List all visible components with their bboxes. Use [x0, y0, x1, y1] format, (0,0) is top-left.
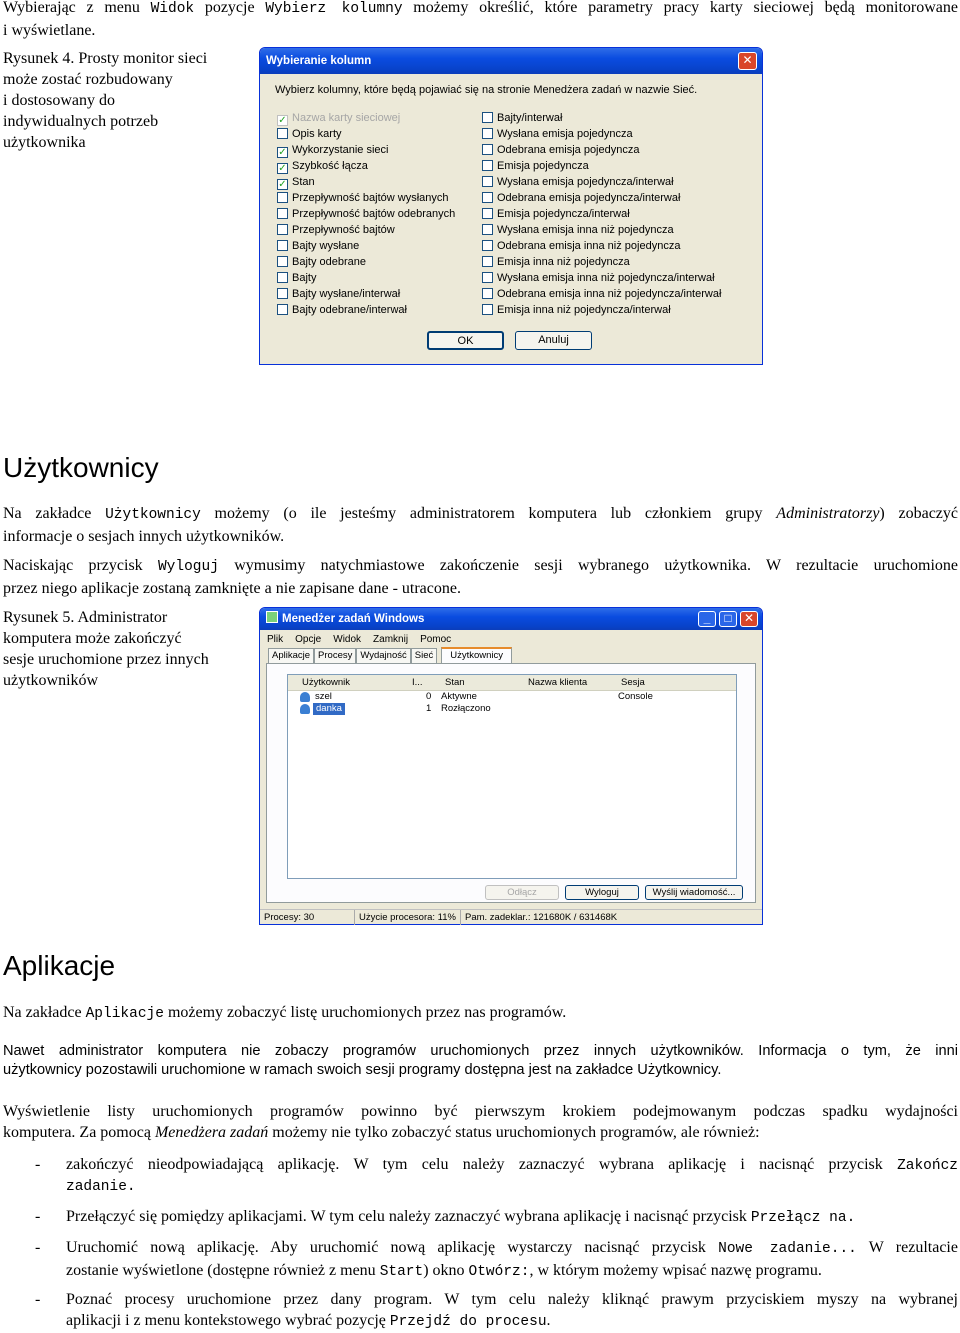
checkbox-empty-icon [482, 160, 493, 171]
column-checkbox[interactable] [277, 144, 388, 158]
tab-applications[interactable]: Aplikacje [268, 648, 314, 663]
checkbox-label: Bajty wysłane [292, 240, 360, 252]
checkbox-label: Stan [292, 176, 315, 188]
column-checkbox[interactable] [482, 112, 562, 126]
checkbox-label: Odebrana emisja inna niż pojedyncza [497, 240, 681, 252]
checkbox-empty-icon [482, 144, 493, 155]
column-checkbox[interactable] [277, 256, 366, 270]
checkbox-label: Bajty odebrane [292, 256, 366, 268]
checkbox-empty-icon [277, 240, 288, 251]
col-id[interactable]: I... [412, 677, 423, 688]
tab-strip [268, 647, 512, 663]
row-session: Console [618, 691, 653, 702]
tab-network[interactable]: Sieć [411, 648, 437, 663]
column-checkbox[interactable] [277, 128, 342, 142]
list-item: - Uruchomić nową aplikację. Aby uruchomić nową aplikację wystarczy nacisnąć przycisk Nowe zadanie... W rezultacie zostanie wyświetlone (dostępne również z menu Start) okno Otwórz:, w którym możemy wpisać nazwę programu. [35, 1239, 958, 1280]
user-icon [300, 704, 310, 714]
checkbox-label: Wysłana emisja pojedyncza [497, 128, 633, 140]
apps-paragraph-1: Na zakładce Aplikacje możemy zobaczyć listę uruchomionych przez nas programów. [3, 1004, 567, 1022]
checkbox-empty-icon [482, 256, 493, 267]
minimize-icon[interactable]: _ [698, 611, 716, 627]
status-bar [260, 909, 762, 925]
checkbox-empty-icon [482, 240, 493, 251]
user-icon [300, 692, 310, 702]
checkbox-empty-icon [482, 128, 493, 139]
dialog-title: Wybieranie kolumn [266, 55, 372, 67]
checkbox-empty-icon [277, 272, 288, 283]
tab-processes[interactable]: Procesy [314, 648, 356, 663]
checkmark-icon: ✓ [278, 163, 287, 174]
checkbox-label: Odebrana emisja inna niż pojedyncza/interwał [497, 288, 722, 300]
column-checkbox[interactable] [482, 256, 630, 270]
tab-users[interactable]: Użytkownicy [441, 647, 512, 663]
list-dash: - [35, 1239, 41, 1256]
column-checkbox[interactable] [482, 160, 589, 174]
checkbox-label: Bajty odebrane/interwał [292, 304, 407, 316]
checkbox-empty-icon [482, 272, 493, 283]
task-manager-app-icon [266, 611, 278, 623]
checkbox-empty-icon [482, 208, 493, 219]
checkbox-label: Odebrana emisja pojedyncza [497, 144, 640, 156]
column-checkbox[interactable] [277, 208, 455, 222]
row-id: 0 [426, 691, 432, 702]
logoff-button[interactable]: Wyloguj [565, 885, 639, 900]
column-checkbox[interactable] [482, 192, 680, 206]
menu-file[interactable]: Plik [267, 634, 284, 645]
checkbox-empty-icon [277, 304, 288, 315]
col-client[interactable]: Nazwa klienta [528, 677, 588, 688]
checkbox-label: Przepływność bajtów odebranych [292, 208, 456, 220]
column-checkbox[interactable] [277, 272, 316, 286]
users-list[interactable] [287, 674, 737, 879]
column-checkbox[interactable] [277, 288, 400, 302]
dialog-instruction: Wybierz kolumny, które będą pojawiać się na stronie Menedżera zadań w nazwie Sieć. [275, 84, 698, 96]
figure4-caption: Rysunek 4. Prosty monitor sieci może zostać rozbudowany i dostosowany do indywidualnych potrzeb użytkownika [3, 50, 208, 151]
status-cpu: Użycie procesora: 11% [354, 910, 456, 925]
apps-paragraph-3: Wyświetlenie listy uruchomionych programów powinno być pierwszym krokiem podejmowanym podczas spadku wydajności komputera. Za pomocą Menedżera zadań możemy nie tylko zobaczyć status uruchomionych programów, ale również: [3, 1103, 958, 1141]
row-id: 1 [426, 703, 432, 714]
row-user: szel [315, 691, 332, 702]
checkmark-icon: ✓ [278, 179, 287, 190]
status-processes: Procesy: 30 [264, 912, 315, 923]
checkbox-empty-icon [277, 208, 288, 219]
figure5-caption: Rysunek 5. Administrator komputera może zakończyć sesje uruchomione przez innych użytkowników [3, 609, 209, 689]
checkbox-label: Emisja pojedyncza [497, 160, 589, 172]
checkbox-label: Wysłana emisja pojedyncza/interwał [497, 176, 674, 188]
column-checkbox[interactable] [277, 192, 449, 206]
column-checkbox[interactable] [277, 224, 395, 238]
col-state[interactable]: Stan [445, 677, 465, 688]
checkbox-label: Przepływność bajtów wysłanych [292, 192, 449, 204]
menu-view[interactable]: Widok [333, 634, 362, 645]
table-row[interactable] [288, 691, 736, 703]
list-dash: - [35, 1291, 41, 1308]
maximize-icon[interactable]: □ [719, 611, 737, 627]
checkbox-empty-icon [277, 128, 288, 139]
disconnect-button[interactable]: Odłącz [485, 885, 559, 900]
tab-performance[interactable]: Wydajność [356, 648, 410, 663]
checkbox-label: Szybkość łącza [292, 160, 368, 172]
ok-button[interactable]: OK [427, 331, 504, 350]
list-dash: - [35, 1156, 41, 1173]
checkbox-label: Bajty wysłane/interwał [292, 288, 401, 300]
task-manager-window [259, 607, 763, 925]
close-icon[interactable]: ✕ [738, 52, 757, 70]
menu-shutdown[interactable]: Zamknij [373, 634, 409, 645]
apps-heading: Aplikacje [3, 950, 116, 981]
action-list [35, 1154, 958, 1331]
column-checkbox[interactable] [482, 272, 715, 286]
checkbox-empty-icon [482, 304, 493, 315]
checkmark-icon: ✓ [278, 115, 287, 126]
checkbox-label: Bajty/interwał [497, 112, 563, 124]
apps-paragraph-2: Nawet administrator komputera nie zobaczy programów uruchomionych przez innych użytkowników. Informacja o tym, że inni użytkownicy pozostawili uruchomione w ramach swoich sesji programy dostępna jest na zakładce Użytkownicy. [3, 1043, 958, 1078]
list-dash: - [35, 1208, 41, 1225]
column-checkbox[interactable] [482, 176, 674, 190]
row-state: Aktywne [441, 691, 477, 702]
menu-options[interactable]: Opcje [295, 634, 322, 645]
list-item: - zakończyć nieodpowiadającą aplikację. W tym celu należy zaznaczyć wybrana aplikację i nacisnąć przycisk Zakończ zadanie. [35, 1156, 958, 1195]
checkbox-label: Emisja inna niż pojedyncza [497, 256, 630, 268]
close-icon[interactable]: ✕ [740, 611, 758, 627]
checkbox-label: Opis karty [292, 128, 342, 140]
checkbox-label: Odebrana emisja pojedyncza/interwał [497, 192, 681, 204]
checkbox-label: Wysłana emisja inna niż pojedyncza [497, 224, 674, 236]
column-checkbox[interactable] [482, 288, 721, 302]
dialog-titlebar [260, 48, 762, 74]
checkmark-icon: ✓ [278, 147, 287, 158]
col-user[interactable]: Użytkownik [302, 677, 351, 688]
checkbox-empty-icon [277, 192, 288, 203]
checkbox-label: Bajty [292, 272, 317, 284]
table-row[interactable] [288, 703, 736, 715]
column-checkbox[interactable] [277, 240, 359, 254]
task-manager-titlebar [260, 608, 762, 630]
checkbox-empty-icon [482, 288, 493, 299]
users-heading: Użytkownicy [3, 452, 159, 483]
column-checkbox[interactable] [277, 160, 368, 174]
list-item: - Przełączyć się pomiędzy aplikacjami. W tym celu należy zaznaczyć wybrana aplikację i nacisnąć przycisk Przełącz na. [35, 1208, 856, 1226]
column-checkbox[interactable] [277, 304, 407, 318]
users-paragraph-1: Na zakładce Użytkownicy możemy (o ile jesteśmy administratorem komputera lub członkiem grupy Administratorzy) zobaczyć informacje o sesjach innych użytkowników. [3, 505, 958, 545]
checkbox-label: Przepływność bajtów [292, 224, 395, 236]
row-state: Rozłączono [441, 703, 491, 714]
column-checkbox[interactable] [482, 304, 671, 318]
users-paragraph-2: Naciskając przycisk Wyloguj wymusimy natychmiastowe zakończenie sesji wybranego użytkownika. W rezultacie uruchomione przez niego aplikacje zostaną zamknięte a nie zapisane dane - utracone. [3, 557, 959, 597]
users-tab-panel [266, 663, 756, 903]
checkbox-empty-icon [482, 224, 493, 235]
checkbox-empty-icon [482, 112, 493, 123]
column-checkbox[interactable] [482, 144, 639, 158]
users-list-header [288, 675, 736, 691]
column-checkbox[interactable] [482, 208, 630, 222]
choose-columns-dialog [259, 47, 763, 365]
list-item: - Poznać procesy uruchomione przez dany program. W tym celu należy kliknąć prawym przyciskiem myszy na wybranej aplikacji i z menu kontekstowego wybrać pozycję Przejdź do procesu. [35, 1291, 958, 1330]
column-checkbox[interactable] [482, 128, 633, 142]
column-checkbox[interactable] [482, 240, 680, 254]
row-user: danka [313, 703, 345, 715]
checkbox-label: Emisja pojedyncza/interwał [497, 208, 630, 220]
col-session[interactable]: Sesja [621, 677, 645, 688]
column-checkbox[interactable] [277, 112, 400, 126]
menu-help[interactable]: Pomoc [420, 634, 452, 645]
cancel-button[interactable]: Anuluj [515, 331, 592, 350]
column-checkbox[interactable] [482, 224, 674, 238]
checkbox-label: Nazwa karty sieciowej [292, 112, 401, 124]
checkbox-empty-icon [482, 192, 493, 203]
checkbox-empty-icon [277, 288, 288, 299]
checkbox-empty-icon [277, 256, 288, 267]
status-memory: Pam. zadeklar.: 121680K / 631468K [460, 910, 617, 925]
checkbox-label: Wykorzystanie sieci [292, 144, 389, 156]
checkbox-empty-icon [482, 176, 493, 187]
checkbox-label: Wysłana emisja inna niż pojedyncza/interwał [497, 272, 715, 284]
column-checkbox[interactable] [277, 176, 315, 190]
intro-paragraph: Wybierając z menu Widok pozycje Wybierz kolumny możemy określić, które parametry pracy karty sieciowej będą monitorowane i wyświetlane. [3, 0, 958, 39]
checkbox-label: Emisja inna niż pojedyncza/interwał [497, 304, 671, 316]
task-manager-title: Menedżer zadań Windows [282, 613, 425, 625]
checkbox-empty-icon [277, 224, 288, 235]
send-message-button[interactable]: Wyślij wiadomość... [645, 885, 743, 900]
